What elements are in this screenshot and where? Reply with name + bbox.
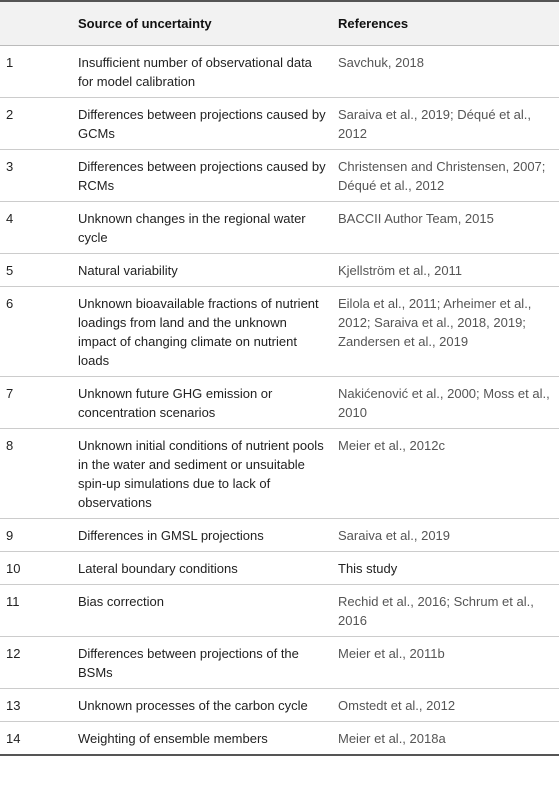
table-row xyxy=(0,722,559,756)
table-row xyxy=(0,377,559,429)
row-source: Differences between projections caused by RCMs xyxy=(72,150,332,202)
row-reference: BACCII Author Team, 2015 xyxy=(332,202,559,254)
row-source: Unknown processes of the carbon cycle xyxy=(72,689,332,722)
row-reference: Christensen and Christensen, 2007; Déqué et al., 2012 xyxy=(332,150,559,202)
row-source: Unknown changes in the regional water cycle xyxy=(72,202,332,254)
table-header xyxy=(0,1,559,46)
row-number: 4 xyxy=(0,202,72,254)
row-source: Bias correction xyxy=(72,585,332,637)
row-source: Unknown initial conditions of nutrient pools in the water and sediment or unsuitable spin-up simulations due to lack of observations xyxy=(72,429,332,519)
row-source: Differences between projections of the BSMs xyxy=(72,637,332,689)
table-row xyxy=(0,46,559,98)
row-source: Lateral boundary conditions xyxy=(72,552,332,585)
row-source: Differences between projections caused by GCMs xyxy=(72,98,332,150)
header-number xyxy=(0,1,72,46)
row-source: Natural variability xyxy=(72,254,332,287)
row-reference: Eilola et al., 2011; Arheimer et al., 2012; Saraiva et al., 2018, 2019; Zandersen et al., 2019 xyxy=(332,287,559,377)
row-reference: This study xyxy=(332,552,559,585)
row-reference: Kjellström et al., 2011 xyxy=(332,254,559,287)
table-row xyxy=(0,287,559,377)
row-number: 11 xyxy=(0,585,72,637)
row-number: 1 xyxy=(0,46,72,98)
row-number: 9 xyxy=(0,519,72,552)
row-number: 8 xyxy=(0,429,72,519)
row-number: 10 xyxy=(0,552,72,585)
row-number: 14 xyxy=(0,722,72,756)
row-source: Unknown bioavailable fractions of nutrient loadings from land and the unknown impact of changing climate on nutrient loads xyxy=(72,287,332,377)
row-number: 13 xyxy=(0,689,72,722)
table-row xyxy=(0,637,559,689)
header-references: References xyxy=(332,1,559,46)
header-row xyxy=(0,1,559,46)
table-row xyxy=(0,202,559,254)
row-reference: Omstedt et al., 2012 xyxy=(332,689,559,722)
row-number: 7 xyxy=(0,377,72,429)
table-row xyxy=(0,429,559,519)
table-row xyxy=(0,552,559,585)
row-reference: Rechid et al., 2016; Schrum et al., 2016 xyxy=(332,585,559,637)
row-source: Insufficient number of observational data for model calibration xyxy=(72,46,332,98)
table-row xyxy=(0,519,559,552)
table-row xyxy=(0,150,559,202)
row-reference: Meier et al., 2011b xyxy=(332,637,559,689)
table-body xyxy=(0,46,559,756)
row-number: 6 xyxy=(0,287,72,377)
row-number: 2 xyxy=(0,98,72,150)
row-reference: Savchuk, 2018 xyxy=(332,46,559,98)
row-source: Differences in GMSL projections xyxy=(72,519,332,552)
row-source: Unknown future GHG emission or concentration scenarios xyxy=(72,377,332,429)
table-row xyxy=(0,689,559,722)
row-reference: Meier et al., 2018a xyxy=(332,722,559,756)
row-number: 5 xyxy=(0,254,72,287)
row-reference: Saraiva et al., 2019 xyxy=(332,519,559,552)
table-row xyxy=(0,98,559,150)
row-number: 12 xyxy=(0,637,72,689)
row-source: Weighting of ensemble members xyxy=(72,722,332,756)
row-reference: Meier et al., 2012c xyxy=(332,429,559,519)
table-row xyxy=(0,585,559,637)
table-row xyxy=(0,254,559,287)
row-number: 3 xyxy=(0,150,72,202)
header-source: Source of uncertainty xyxy=(72,1,332,46)
row-reference: Nakićenović et al., 2000; Moss et al., 2010 xyxy=(332,377,559,429)
row-reference: Saraiva et al., 2019; Déqué et al., 2012 xyxy=(332,98,559,150)
